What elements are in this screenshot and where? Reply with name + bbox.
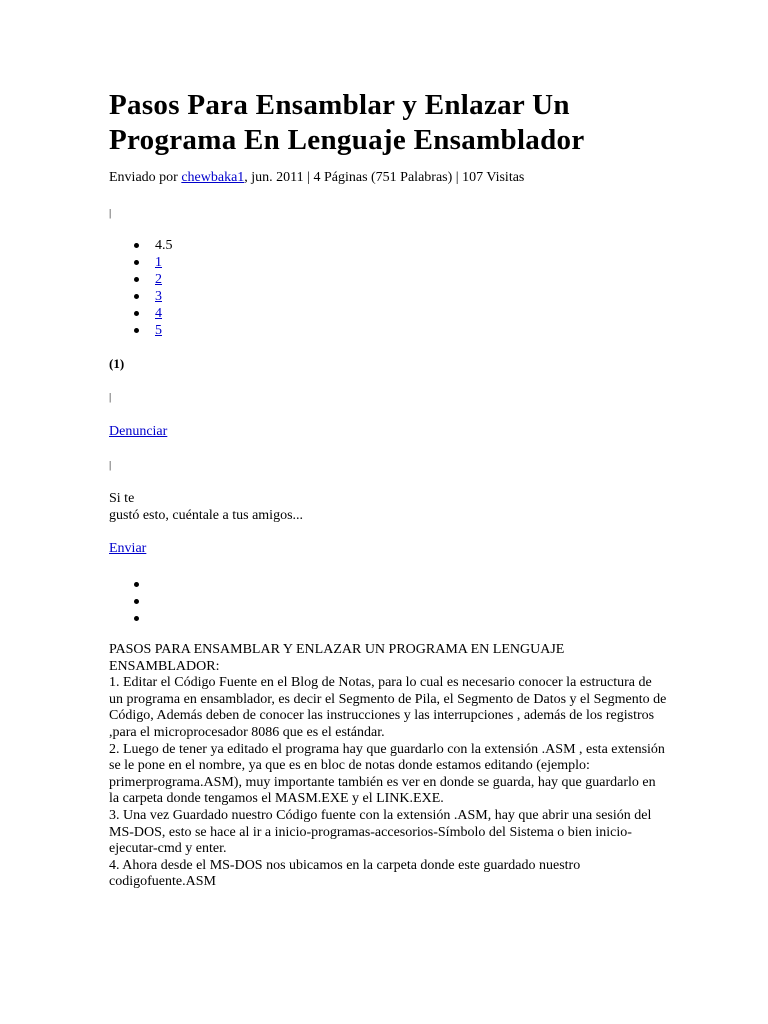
star-3-link[interactable]: 3	[155, 289, 162, 304]
article-step-1: 1. Editar el Código Fuente en el Blog de Notas, para lo cual es necesario conocer la estructura de un programa en ensamblador, es decir el Segmento de Pila, el Segmento de Datos y el Segmento de Código, Además deben de conocer las instrucciones y las interrupciones , además de los registros ,para el microprocesador 8086 que es el estándar.	[109, 675, 667, 740]
report-link[interactable]: Denunciar	[109, 424, 168, 439]
separator: |	[109, 207, 112, 219]
rating-star-1	[109, 254, 173, 271]
vote-count: (1)	[109, 356, 125, 371]
meta-prefix: Enviado por	[109, 170, 182, 185]
meta-suffix: , jun. 2011 | 4 Páginas (751 Palabras) | 107 Visitas	[244, 170, 525, 185]
report-row	[109, 424, 167, 440]
rating-star-5	[109, 322, 173, 339]
star-5-link[interactable]: 5	[155, 323, 162, 338]
bullet-icon	[134, 616, 139, 621]
send-link[interactable]: Enviar	[109, 541, 147, 556]
bullet-icon	[134, 599, 139, 604]
separator: |	[109, 391, 112, 403]
rating-score: 4.5	[109, 237, 173, 254]
send-row	[109, 541, 146, 557]
author-link[interactable]: chewbaka1	[181, 170, 245, 185]
bullet-icon	[134, 260, 139, 265]
post-meta	[109, 170, 524, 186]
article-step-2: 2. Luego de tener ya editado el programa hay que guardarlo con la extensión .ASM , esta extensión se le pone en el nombre, ya que es en bloc de notas donde estamos editando (ejemplo: primerprograma.ASM), muy importante también es ver en donde se guarda, hay que guardarlo en la carpeta donde tengamos el MASM.EXE y el LINK.EXE.	[109, 741, 665, 807]
share-line-2: gustó esto, cuéntale a tus amigos...	[109, 508, 304, 523]
article-step-3: 3. Una vez Guardado nuestro Código fuente con la extensión .ASM, hay que abrir una sesión del MS-DOS, esto se hace al ir a inicio-programas-accesorios-Símbolo del Sistema o bien inicio-ejecutar-cmd y enter.	[109, 807, 652, 857]
article-step-4: 4. Ahora desde el MS-DOS nos ubicamos en la carpeta donde este guardado nuestro codigofuente.ASM	[109, 857, 581, 890]
rating-star-3	[109, 288, 173, 305]
bullet-icon	[134, 243, 139, 248]
bullet-icon	[134, 311, 139, 316]
bullet-icon	[134, 582, 139, 587]
rating-star-2	[109, 271, 173, 288]
share-prompt	[109, 490, 303, 524]
separator: |	[109, 459, 112, 471]
rating-list	[109, 237, 173, 339]
star-4-link[interactable]: 4	[155, 306, 162, 321]
star-2-link[interactable]: 2	[155, 272, 162, 287]
share-line-1: Si te	[109, 491, 135, 506]
rating-star-4	[109, 305, 173, 322]
article-body	[109, 642, 669, 891]
bullet-icon	[134, 294, 139, 299]
article-heading: PASOS PARA ENSAMBLAR Y ENLAZAR UN PROGRAMA EN LENGUAJE ENSAMBLADOR:	[109, 642, 565, 674]
star-1-link[interactable]: 1	[155, 255, 162, 270]
page-title: Pasos Para Ensamblar y Enlazar Un Programa En Lenguaje Ensamblador	[109, 89, 585, 156]
bullet-icon	[134, 328, 139, 333]
bullet-icon	[134, 277, 139, 282]
